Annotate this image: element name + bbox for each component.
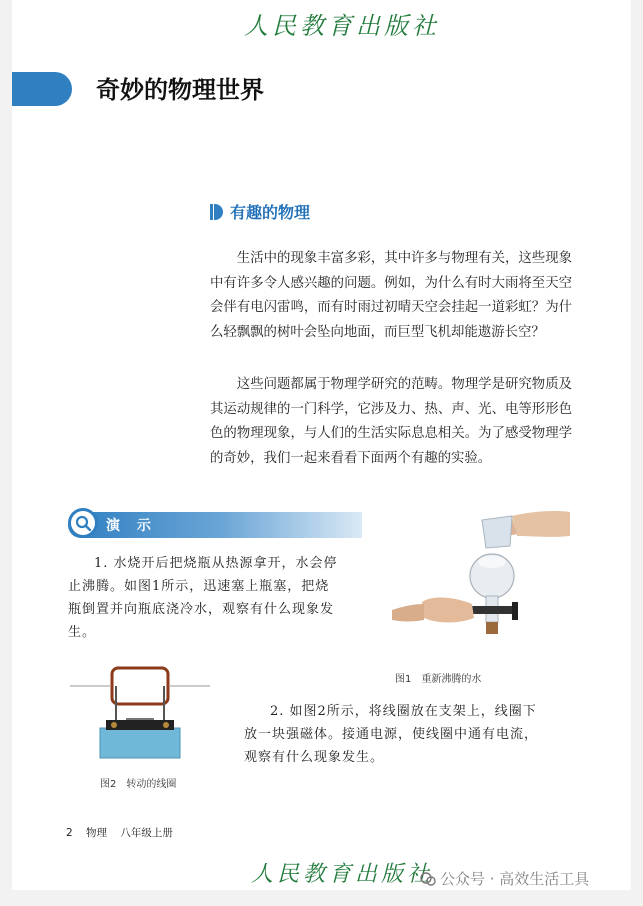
watermark — [420, 868, 589, 889]
figure-2-photo — [70, 658, 210, 766]
footer-subject: 物理 — [86, 827, 108, 839]
textbook-page — [12, 0, 631, 890]
watermark-text: 公众号 · 高效生活工具 — [440, 870, 590, 888]
figure-1-photo — [362, 506, 570, 656]
section-title: 有趣的物理 — [230, 203, 311, 222]
page-footer — [66, 825, 183, 840]
demo-label: 演 示 — [106, 518, 157, 534]
chapter-marker-bar — [12, 72, 72, 106]
section-marker-icon — [210, 204, 224, 220]
footer-grade: 八年级上册 — [120, 827, 173, 839]
magnifier-icon — [68, 508, 98, 538]
figure-2-caption: 图2 转动的线圈 — [100, 779, 177, 790]
publisher-logo-top: 人民教育出版社 — [244, 12, 440, 40]
chapter-title: 奇妙的物理世界 — [96, 76, 264, 104]
experiment-2-text: 2. 如图2所示，将线圈放在支架上，线圈下放一块强磁体。接通电源，使线圈中通有电流，观察有什么现象发生。 — [244, 704, 539, 765]
paragraph-1: 生活中的现象丰富多彩，其中许多与物理有关，这些现象中有许多令人感兴趣的问题。例如，为什么有时大雨将至天空会伴有电闪雷鸣，而有时雨过初晴天空会挂起一道彩虹？为什么轻飘飘的树叶会坠向地面，而巨型飞机却能遨游长空？ — [210, 251, 572, 340]
figure-1-caption: 图1 重新沸腾的水 — [395, 674, 482, 685]
page-number: 2 — [66, 827, 73, 839]
paragraph-2: 这些问题都属于物理学研究的范畴。物理学是研究物质及其运动规律的一门科学，它涉及力、热、声、光、电等形形色色的物理现象，与人们的生活实际息息相关。为了感受物理学的奇妙，我们一起来看看下面两个有趣的实验。 — [210, 377, 572, 466]
publisher-logo-bottom: 人民教育出版社 — [250, 862, 433, 887]
experiment-1-text: 1. 水烧开后把烧瓶从热源拿开，水会停止沸腾。如图1所示，迅速塞上瓶塞，把烧瓶倒置并向瓶底浇冷水，观察有什么现象发生。 — [68, 556, 338, 640]
section-heading — [210, 200, 310, 223]
wechat-icon — [420, 871, 436, 887]
